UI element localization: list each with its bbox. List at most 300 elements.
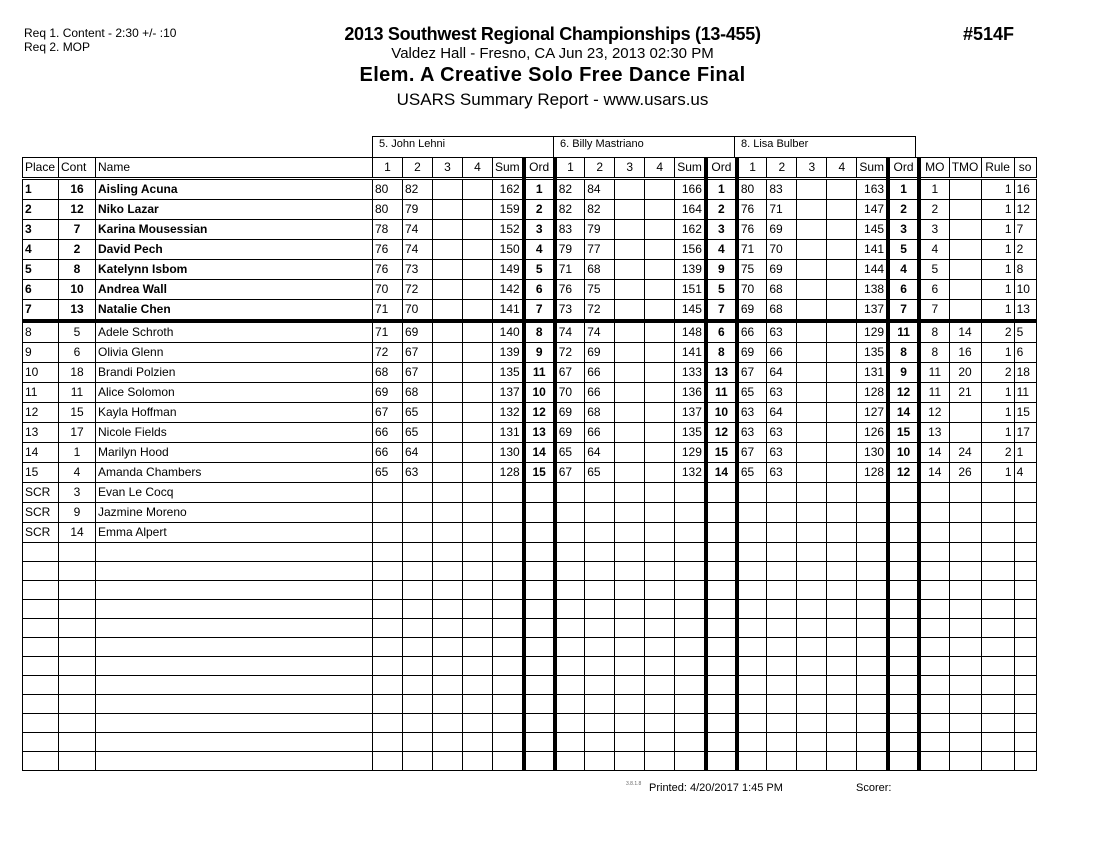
table-row (23, 483, 1037, 503)
cell-judge3-s2: 68 (767, 280, 797, 300)
cell-judge3-sum: 128 (857, 463, 888, 483)
blank-cell (981, 638, 1014, 657)
cell-rule: 1 (981, 300, 1014, 322)
cell-judge1-ord: 13 (524, 423, 555, 443)
cell-judge3-ord: 5 (888, 240, 919, 260)
blank-cell (981, 714, 1014, 733)
cell-judge2-s2: 74 (585, 321, 615, 343)
cell-place: 9 (23, 343, 59, 363)
blank-cell (493, 733, 524, 752)
cell-judge3-s3 (797, 179, 827, 200)
cell-judge1-s3 (433, 240, 463, 260)
cell-judge3-sum: 128 (857, 383, 888, 403)
blank-cell (981, 600, 1014, 619)
cell-judge2-s2: 65 (585, 463, 615, 483)
blank-cell (949, 657, 981, 676)
cell-judge3-s4 (827, 363, 857, 383)
cell-judge2-ord: 14 (706, 463, 737, 483)
cell-judge2-sum: 164 (675, 200, 706, 220)
cell-so: 13 (1014, 300, 1036, 322)
blank-cell (403, 733, 433, 752)
cell-place: 10 (23, 363, 59, 383)
cell-judge1-ord: 7 (524, 300, 555, 322)
cell-judge1-sum (493, 523, 524, 543)
cell-judge1-sum: 139 (493, 343, 524, 363)
cell-mo (919, 523, 949, 543)
cell-mo: 11 (919, 383, 949, 403)
blank-cell (1014, 676, 1036, 695)
cell-judge1-s3 (433, 443, 463, 463)
cell-judge3-s2 (767, 503, 797, 523)
blank-cell (981, 676, 1014, 695)
blank-cell (1014, 733, 1036, 752)
blank-cell (949, 714, 981, 733)
cell-judge2-s1: 73 (555, 300, 585, 322)
cell-judge2-ord: 15 (706, 443, 737, 463)
cell-judge2-s2: 72 (585, 300, 615, 322)
blank-cell (857, 543, 888, 562)
blank-cell (433, 581, 463, 600)
cell-judge3-s3 (797, 483, 827, 503)
header-judge1-col-2: 3 (433, 158, 463, 179)
blank-cell (857, 752, 888, 771)
cell-judge3-s4 (827, 343, 857, 363)
cell-judge1-s1: 72 (373, 343, 403, 363)
cell-judge1-s1: 67 (373, 403, 403, 423)
cell-judge2-s4 (645, 443, 675, 463)
blank-cell (675, 752, 706, 771)
cell-judge3-s2: 63 (767, 321, 797, 343)
cell-judge3-ord: 9 (888, 363, 919, 383)
cell-judge2-sum: 139 (675, 260, 706, 280)
cell-judge1-sum: 132 (493, 403, 524, 423)
blank-cell (433, 676, 463, 695)
cell-judge3-ord: 4 (888, 260, 919, 280)
cell-judge3-s4 (827, 503, 857, 523)
blank-cell (493, 562, 524, 581)
blank-cell (797, 581, 827, 600)
blank-cell (463, 638, 493, 657)
scorer-label: Scorer: (856, 782, 892, 794)
cell-judge3-s2: 64 (767, 403, 797, 423)
blank-cell (59, 714, 96, 733)
blank-cell (373, 657, 403, 676)
cell-tmo (949, 200, 981, 220)
cell-name: Olivia Glenn (96, 343, 373, 363)
blank-cell (675, 695, 706, 714)
cell-name: Natalie Chen (96, 300, 373, 322)
cell-judge1-s4 (463, 280, 493, 300)
blank-cell (59, 695, 96, 714)
blank-cell (493, 676, 524, 695)
cell-judge3-s4 (827, 463, 857, 483)
cell-mo: 2 (919, 200, 949, 220)
cell-judge1-s4 (463, 260, 493, 280)
cell-judge3-ord: 10 (888, 443, 919, 463)
cell-judge2-s3 (615, 260, 645, 280)
blank-row (23, 657, 1037, 676)
cell-judge1-s2: 67 (403, 343, 433, 363)
cell-tmo (949, 423, 981, 443)
blank-cell (96, 638, 373, 657)
cell-cont: 3 (59, 483, 96, 503)
cell-mo: 11 (919, 363, 949, 383)
blank-cell (555, 543, 585, 562)
cell-so: 2 (1014, 240, 1036, 260)
blank-cell (585, 581, 615, 600)
cell-judge2-s3 (615, 403, 645, 423)
cell-judge2-s2 (585, 503, 615, 523)
cell-judge3-s2 (767, 523, 797, 543)
blank-cell (737, 752, 767, 771)
blank-cell (857, 562, 888, 581)
cell-judge2-s2: 82 (585, 200, 615, 220)
cell-judge1-s4 (463, 220, 493, 240)
cell-tmo: 20 (949, 363, 981, 383)
cell-judge3-s1: 80 (737, 179, 767, 200)
cell-judge3-s2 (767, 483, 797, 503)
cell-judge1-s2: 64 (403, 443, 433, 463)
blank-cell (615, 714, 645, 733)
header-name: Name (96, 158, 373, 179)
blank-cell (615, 562, 645, 581)
blank-cell (797, 657, 827, 676)
blank-cell (585, 543, 615, 562)
cell-cont: 1 (59, 443, 96, 463)
blank-cell (919, 657, 949, 676)
cell-judge1-sum: 152 (493, 220, 524, 240)
cell-cont: 13 (59, 300, 96, 322)
cell-judge3-s3 (797, 383, 827, 403)
blank-cell (403, 600, 433, 619)
blank-cell (827, 657, 857, 676)
cell-judge2-s1: 76 (555, 280, 585, 300)
cell-judge1-s3 (433, 179, 463, 200)
cell-rule: 1 (981, 240, 1014, 260)
cell-judge1-s1: 66 (373, 423, 403, 443)
cell-judge2-s2: 66 (585, 383, 615, 403)
header-place: Place (23, 158, 59, 179)
cell-judge1-s4 (463, 321, 493, 343)
cell-tmo (949, 220, 981, 240)
cell-judge1-s1 (373, 523, 403, 543)
blank-cell (23, 581, 59, 600)
blank-cell (493, 581, 524, 600)
blank-cell (615, 638, 645, 657)
blank-cell (524, 676, 555, 695)
cell-judge2-s3 (615, 179, 645, 200)
blank-cell (585, 733, 615, 752)
cell-judge2-s2: 77 (585, 240, 615, 260)
cell-judge1-s3 (433, 321, 463, 343)
event-number: #514F (963, 24, 1015, 44)
blank-cell (797, 600, 827, 619)
header-judge1-col-5: Ord (524, 158, 555, 179)
blank-cell (767, 562, 797, 581)
blank-cell (706, 752, 737, 771)
cell-rule: 1 (981, 383, 1014, 403)
cell-judge1-s2: 82 (403, 179, 433, 200)
cell-judge2-s1: 69 (555, 423, 585, 443)
blank-cell (59, 543, 96, 562)
header-judge2-col-1: 2 (585, 158, 615, 179)
blank-cell (675, 676, 706, 695)
cell-judge1-s4 (463, 200, 493, 220)
header-judge2-col-0: 1 (555, 158, 585, 179)
cell-judge1-s3 (433, 220, 463, 240)
header-judge2-col-4: Sum (675, 158, 706, 179)
blank-cell (615, 695, 645, 714)
cell-judge1-ord (524, 503, 555, 523)
event-name: Elem. A Creative Solo Free Dance Final (359, 64, 746, 86)
blank-cell (23, 657, 59, 676)
blank-row (23, 619, 1037, 638)
cell-judge3-ord (888, 503, 919, 523)
cell-judge1-s4 (463, 423, 493, 443)
cell-judge1-s2 (403, 523, 433, 543)
blank-cell (1014, 562, 1036, 581)
blank-cell (919, 600, 949, 619)
blank-cell (463, 695, 493, 714)
cell-so: 5 (1014, 321, 1036, 343)
cell-judge2-ord: 2 (706, 200, 737, 220)
cell-judge3-sum: 130 (857, 443, 888, 463)
blank-cell (706, 581, 737, 600)
cell-cont: 17 (59, 423, 96, 443)
blank-cell (373, 638, 403, 657)
cell-judge1-s2: 74 (403, 220, 433, 240)
blank-cell (1014, 619, 1036, 638)
table-row (23, 280, 1037, 300)
blank-cell (1014, 581, 1036, 600)
blank-cell (463, 752, 493, 771)
blank-cell (493, 619, 524, 638)
cell-so: 17 (1014, 423, 1036, 443)
blank-cell (403, 657, 433, 676)
blank-cell (463, 619, 493, 638)
cell-tmo (949, 503, 981, 523)
blank-cell (949, 619, 981, 638)
blank-cell (433, 752, 463, 771)
blank-cell (888, 543, 919, 562)
blank-cell (737, 657, 767, 676)
cell-judge3-sum (857, 523, 888, 543)
cell-judge1-ord: 3 (524, 220, 555, 240)
header-rule: Rule (981, 158, 1014, 179)
cell-rule (981, 503, 1014, 523)
blank-cell (23, 752, 59, 771)
cell-judge3-sum: 163 (857, 179, 888, 200)
cell-mo: 6 (919, 280, 949, 300)
cell-judge3-s3 (797, 280, 827, 300)
cell-judge3-s4 (827, 300, 857, 322)
blank-cell (585, 752, 615, 771)
cell-judge2-s4 (645, 220, 675, 240)
header-tmo: TMO (949, 158, 981, 179)
cell-rule: 2 (981, 321, 1014, 343)
cell-cont: 2 (59, 240, 96, 260)
cell-judge3-s3 (797, 403, 827, 423)
cell-judge1-s4 (463, 443, 493, 463)
blank-cell (827, 638, 857, 657)
header-judge3-col-4: Sum (857, 158, 888, 179)
cell-judge3-s1: 69 (737, 343, 767, 363)
cell-judge2-s2: 84 (585, 179, 615, 200)
cell-judge1-s3 (433, 343, 463, 363)
cell-place: SCR (23, 483, 59, 503)
blank-cell (797, 676, 827, 695)
blank-cell (949, 676, 981, 695)
blank-cell (675, 714, 706, 733)
cell-judge3-ord: 6 (888, 280, 919, 300)
blank-cell (493, 657, 524, 676)
blank-cell (981, 619, 1014, 638)
blank-cell (373, 543, 403, 562)
cell-judge2-sum: 141 (675, 343, 706, 363)
cell-judge2-s1: 69 (555, 403, 585, 423)
cell-judge1-s2: 67 (403, 363, 433, 383)
blank-cell (981, 543, 1014, 562)
cell-judge3-ord: 8 (888, 343, 919, 363)
cell-name: Katelynn Isbom (96, 260, 373, 280)
cell-judge3-s4 (827, 179, 857, 200)
blank-cell (403, 619, 433, 638)
blank-cell (433, 733, 463, 752)
cell-judge2-s2: 68 (585, 260, 615, 280)
blank-cell (23, 733, 59, 752)
cell-judge1-sum: 162 (493, 179, 524, 200)
cell-judge2-s2: 66 (585, 423, 615, 443)
blank-cell (706, 638, 737, 657)
blank-cell (645, 581, 675, 600)
cell-judge3-sum (857, 503, 888, 523)
blank-cell (645, 752, 675, 771)
header-judge1-col-1: 2 (403, 158, 433, 179)
cell-rule: 1 (981, 403, 1014, 423)
cell-judge2-sum: 137 (675, 403, 706, 423)
cell-tmo (949, 260, 981, 280)
table-row (23, 220, 1037, 240)
cell-judge2-s2: 79 (585, 220, 615, 240)
blank-cell (96, 714, 373, 733)
blank-cell (857, 581, 888, 600)
blank-cell (919, 733, 949, 752)
blank-cell (403, 581, 433, 600)
cell-judge1-ord: 10 (524, 383, 555, 403)
cell-judge1-s3 (433, 483, 463, 503)
cell-judge1-s1: 80 (373, 179, 403, 200)
blank-cell (645, 695, 675, 714)
blank-cell (96, 752, 373, 771)
cell-tmo: 21 (949, 383, 981, 403)
cell-judge3-s4 (827, 200, 857, 220)
cell-judge2-s4 (645, 523, 675, 543)
cell-place: SCR (23, 503, 59, 523)
cell-judge2-s4 (645, 503, 675, 523)
blank-cell (888, 733, 919, 752)
cell-so (1014, 503, 1036, 523)
blank-cell (737, 581, 767, 600)
blank-cell (981, 581, 1014, 600)
blank-cell (493, 600, 524, 619)
cell-judge3-sum: 144 (857, 260, 888, 280)
blank-cell (675, 619, 706, 638)
cell-judge1-s1: 65 (373, 463, 403, 483)
blank-cell (857, 619, 888, 638)
blank-cell (615, 657, 645, 676)
cell-judge3-sum: 131 (857, 363, 888, 383)
blank-cell (797, 562, 827, 581)
column-header-row (23, 158, 1037, 179)
cell-cont: 14 (59, 523, 96, 543)
blank-cell (645, 600, 675, 619)
cell-judge2-s3 (615, 200, 645, 220)
cell-name: Aisling Acuna (96, 179, 373, 200)
cell-judge1-s4 (463, 383, 493, 403)
blank-cell (463, 733, 493, 752)
blank-cell (59, 733, 96, 752)
cell-judge2-s3 (615, 443, 645, 463)
blank-cell (919, 543, 949, 562)
blank-cell (524, 581, 555, 600)
blank-cell (981, 562, 1014, 581)
cell-judge2-s1: 83 (555, 220, 585, 240)
blank-cell (555, 581, 585, 600)
cell-judge2-s1: 82 (555, 179, 585, 200)
table-row (23, 343, 1037, 363)
blank-cell (403, 714, 433, 733)
cell-judge3-s4 (827, 240, 857, 260)
cell-judge3-s3 (797, 220, 827, 240)
cell-judge1-s4 (463, 483, 493, 503)
cell-place: 5 (23, 260, 59, 280)
cell-judge3-s2: 64 (767, 363, 797, 383)
cell-judge2-s4 (645, 300, 675, 322)
blank-cell (767, 714, 797, 733)
cell-judge1-s4 (463, 300, 493, 322)
blank-cell (433, 619, 463, 638)
cell-judge2-s3 (615, 240, 645, 260)
blank-cell (797, 752, 827, 771)
cell-mo: 1 (919, 179, 949, 200)
blank-cell (59, 676, 96, 695)
cell-judge1-sum: 159 (493, 200, 524, 220)
table-row (23, 383, 1037, 403)
cell-judge3-s1: 65 (737, 463, 767, 483)
cell-judge2-s3 (615, 463, 645, 483)
blank-cell (706, 676, 737, 695)
cell-judge3-s2: 71 (767, 200, 797, 220)
cell-judge1-s4 (463, 463, 493, 483)
cell-judge2-s1: 82 (555, 200, 585, 220)
blank-cell (615, 733, 645, 752)
table-row (23, 321, 1037, 343)
cell-judge1-s1: 71 (373, 300, 403, 322)
cell-judge2-s3 (615, 343, 645, 363)
cell-judge1-s2: 79 (403, 200, 433, 220)
blank-cell (857, 600, 888, 619)
judge-header-3: 8. Lisa Bulber (734, 136, 916, 158)
cell-name: David Pech (96, 240, 373, 260)
cell-judge3-s4 (827, 523, 857, 543)
cell-judge2-sum: 156 (675, 240, 706, 260)
cell-judge2-s3 (615, 280, 645, 300)
cell-judge3-s3 (797, 200, 827, 220)
blank-cell (373, 695, 403, 714)
table-row (23, 200, 1037, 220)
cell-judge1-sum: 128 (493, 463, 524, 483)
cell-judge3-s1: 63 (737, 403, 767, 423)
